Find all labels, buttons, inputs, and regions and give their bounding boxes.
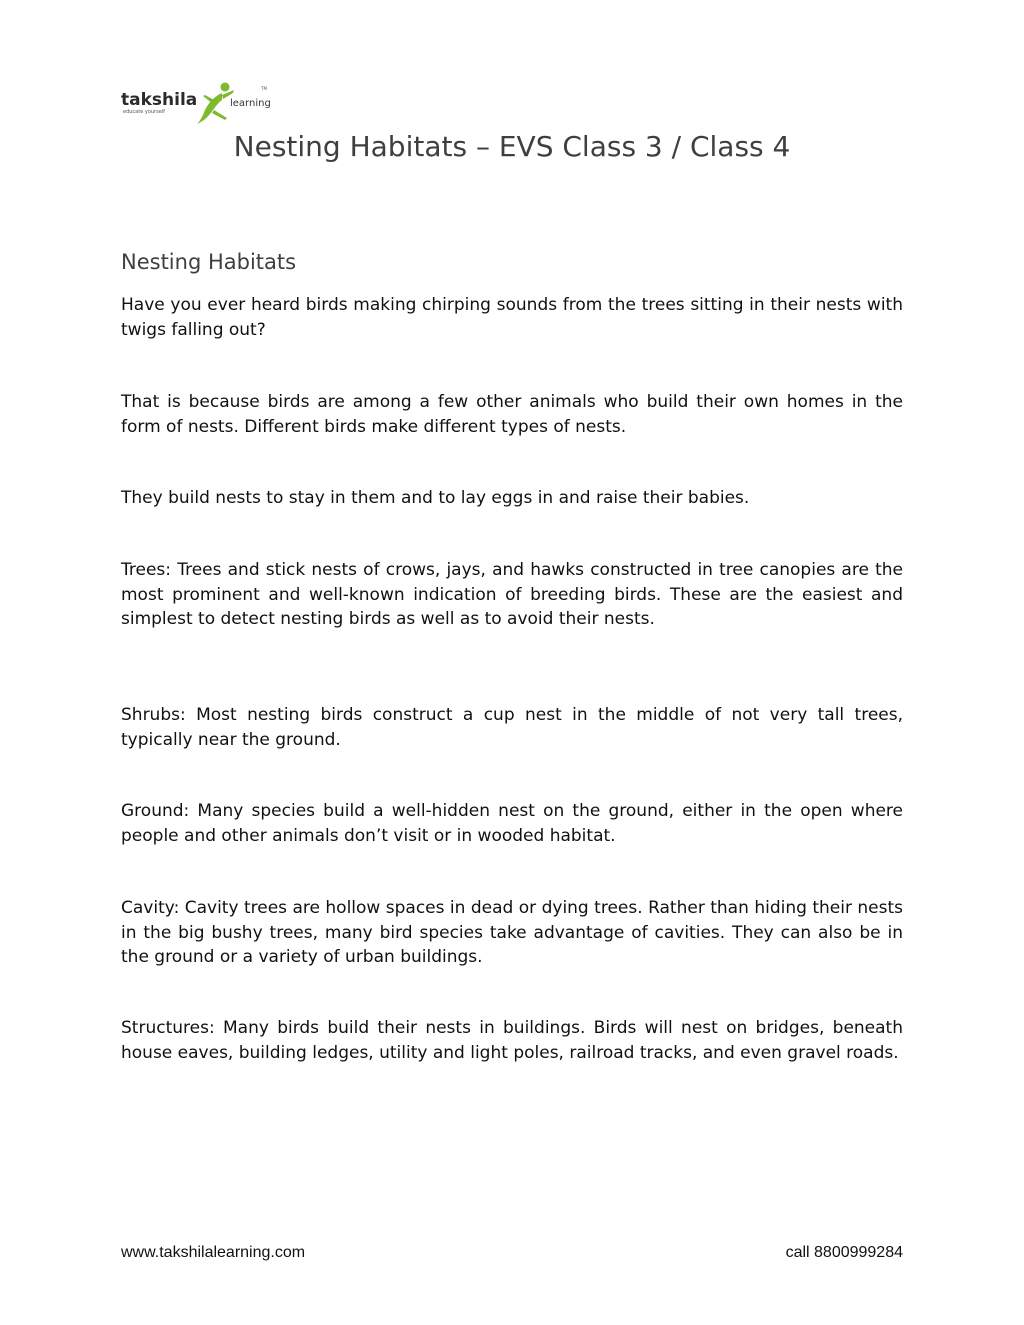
logo-trademark: TM xyxy=(261,86,267,91)
section-heading: Nesting Habitats xyxy=(121,250,297,274)
habitat-description: Cavity trees are hollow spaces in dead or dying trees. Rather than hiding their nests in the big bushy trees, many bird species take advantage of cavities. They can also be in the ground or a variety of urban buildings. xyxy=(121,898,903,967)
habitat-term: Shrubs xyxy=(121,705,180,725)
logo-suffix-text: learning xyxy=(230,98,271,109)
habitat-term: Structures xyxy=(121,1018,209,1038)
habitat-term: Trees xyxy=(121,560,166,580)
habitat-paragraph-shrubs: Shrubs: Most nesting birds construct a cup nest in the middle of not very tall trees, typically near the ground. xyxy=(121,705,903,750)
intro-paragraph: Have you ever heard birds making chirping sounds from the trees sitting in their nests with twigs falling out? xyxy=(121,295,903,340)
footer-phone-number: call 8800999284 xyxy=(785,1244,903,1261)
takshila-logo xyxy=(121,80,271,126)
habitat-description: Many species build a well-hidden nest on the ground, either in the open where people and other animals don’t visit or in wooded habitat. xyxy=(121,801,903,846)
habitat-term: Cavity xyxy=(121,898,174,918)
purpose-paragraph: They build nests to stay in them and to lay eggs in and raise their babies. xyxy=(121,488,750,508)
habitat-description: Trees and stick nests of crows, jays, and hawks constructed in tree canopies are the most prominent and well-known indication of breeding birds. These are the easiest and simplest to detect nesting birds as well as to avoid their nests. xyxy=(121,560,903,629)
habitat-description: Most nesting birds construct a cup nest in the middle of not very tall trees, typically near the ground. xyxy=(121,705,903,750)
habitat-paragraph-ground: Ground: Many species build a well-hidden nest on the ground, either in the open where people and other animals don’t visit or in wooded habitat. xyxy=(121,801,903,846)
habitat-term: Ground xyxy=(121,801,184,821)
logo-tagline: educate yourself xyxy=(123,109,165,115)
habitat-description: Many birds build their nests in buildings. Birds will nest on bridges, beneath house eaves, building ledges, utility and light poles, railroad tracks, and even gravel roads. xyxy=(121,1018,903,1063)
habitat-paragraph-cavity: Cavity: Cavity trees are hollow spaces in dead or dying trees. Rather than hiding their nests in the big bushy trees, many bird species take advantage of cavities. They can also be in the ground or a variety of urban buildings. xyxy=(121,898,903,967)
page-title: Nesting Habitats – EVS Class 3 / Class 4 xyxy=(233,130,791,163)
footer-website-link[interactable]: www.takshilalearning.com xyxy=(121,1244,306,1261)
logo-brand-text: takshila xyxy=(121,90,198,110)
habitat-paragraph-structures: Structures: Many birds build their nests in buildings. Birds will nest on bridges, beneath house eaves, building ledges, utility and light poles, railroad tracks, and even gravel roads. xyxy=(121,1018,903,1063)
habitat-paragraph-trees: Trees: Trees and stick nests of crows, jays, and hawks constructed in tree canopies are the most prominent and well-known indication of breeding birds. These are the easiest and simplest to detect nesting birds as well as to avoid their nests. xyxy=(121,560,903,629)
because-paragraph: That is because birds are among a few other animals who build their own homes in the form of nests. Different birds make different types of nests. xyxy=(121,392,903,437)
